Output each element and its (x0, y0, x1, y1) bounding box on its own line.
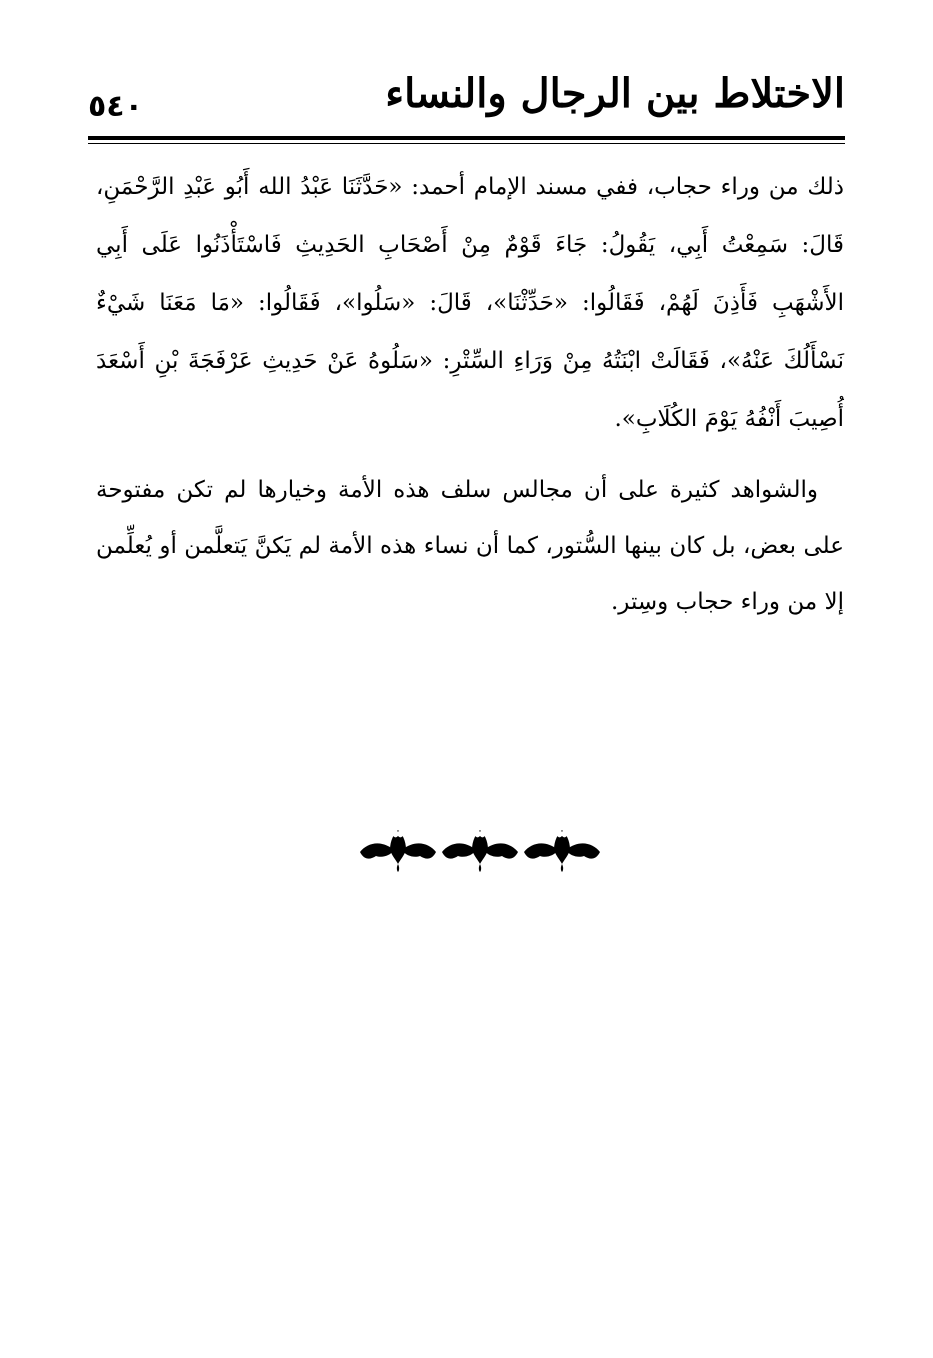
paragraph-1: ذلك من وراء حجاب، ففي مسند الإمام أحمد: «حَدَّثَنَا عَبْدُ الله أَبُو عَبْدِ الرَّحْمَنِ، قَالَ: سَمِعْتُ أَبِي، يَقُولُ: جَاءَ قَوْمٌ مِنْ أَصْحَابِ الحَدِيثِ فَاسْتَأْذَنُوا عَلَى أَبِي الأَشْهَبِ فَأَذِنَ لَهُمْ، فَقَالُوا: «حَدِّثْنَا»، قَالَ: «سَلُوا»، فَقَالُوا: «مَا مَعَنَا شَيْءٌ نَسْأَلُكَ عَنْهُ»، فَقَالَتْ ابْنَتُهُ مِنْ وَرَاءِ السِّتْرِ: «سَلُوهُ عَنْ حَدِيثِ عَرْفَجَةَ بْنِ أَسْعَدَ أُصِيبَ أَنْفُهُ يَوْمَ الكُلَابِ». (96, 174, 844, 432)
running-title: الاختلاط بين الرجال والنساء (385, 70, 845, 117)
body-text (96, 158, 844, 630)
end-ornament (358, 826, 602, 874)
floral-ornament-icon (358, 826, 602, 874)
page-header (88, 72, 845, 142)
header-rule-thin (88, 143, 845, 144)
header-rule-thick (88, 136, 845, 140)
paragraph-2: والشواهد كثيرة على أن مجالس سلف هذه الأمة وخيارها لم تكن مفتوحة على بعض، بل كان بينها السُّتور، كما أن نساء هذه الأمة لم يَكنَّ يَتعلَّمن أو يُعلِّمن إلا من وراء حجاب وسِتر. (96, 477, 844, 615)
page-number: ٥٤٠ (88, 89, 143, 124)
